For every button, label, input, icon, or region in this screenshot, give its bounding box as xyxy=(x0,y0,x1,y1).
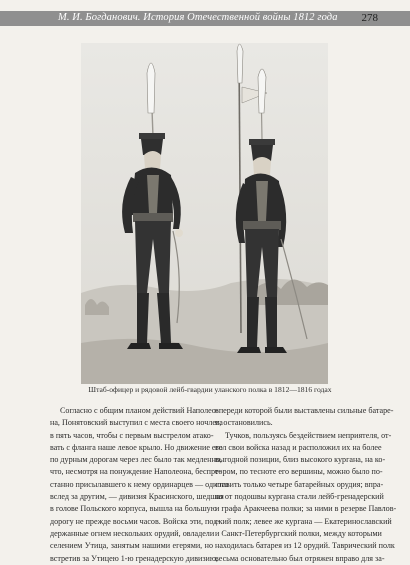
text-line: в голове Польского корпуса, вышла на большую xyxy=(50,504,217,514)
text-line: дорогу не прежде восьми часов. Войска эти, под- xyxy=(50,516,220,526)
text-line: в пять часов, чтобы с первым выстрелом атако- xyxy=(50,430,214,440)
text-line: и, остановились. xyxy=(215,418,273,428)
header-author: М. И. Богданович. xyxy=(58,12,141,23)
text-line: впереди которой были выставлены сильные батаре- xyxy=(215,406,394,415)
text-line: вел свои войска назад и расположил их на более xyxy=(215,442,382,452)
lancers-engraving xyxy=(81,43,328,384)
running-header-title xyxy=(58,12,338,23)
text-line: держанные огнем нескольких орудий, овладели xyxy=(50,528,215,538)
text-line: Согласно с общим планом действий Наполео- xyxy=(60,406,219,415)
text-line: по дурным дорогам через лес было так медленно, xyxy=(50,455,222,465)
page-number: 278 xyxy=(361,12,378,24)
running-header-bar xyxy=(0,11,410,26)
text-line: Тучков, пользуясь бездействием неприятеля, от- xyxy=(225,430,392,440)
text-line: весьма основательно был отряжен вправо для за- xyxy=(215,553,385,563)
lancer-illustration xyxy=(81,43,328,384)
text-line: на, Понятовский выступил с места своего ночлега xyxy=(50,418,223,428)
text-line: ский полк; левее же кургана — Екатеринославский xyxy=(215,516,392,526)
text-column-left xyxy=(50,405,229,565)
text-line: вслед за другим, — дивизия Красинского, шедшая xyxy=(50,492,224,502)
text-line: что, несмотря на понуждение Наполеона, беспре- xyxy=(50,467,222,477)
text-line: во от подошвы кургана стали лейб-гренадерский xyxy=(215,492,384,502)
text-line: тором, по тесноте его вершины, можно было по- xyxy=(215,467,383,477)
text-line: и графа Аракчеева полки; за ними в резерве Павлов- xyxy=(215,504,397,514)
text-line: селением Утица, занятым нашими егерями, но xyxy=(50,541,213,551)
text-line: выгодной позиции, близ высокого кургана, на ко- xyxy=(215,455,386,465)
text-line: вать с фланга наше левое крыло. Но движение его xyxy=(50,442,223,452)
text-line: и Санкт-Петербургский полки, между которыми xyxy=(215,528,382,538)
text-line: встретив за Утицею 1-ю гренадерскую дивизию, xyxy=(50,553,218,563)
illustration-caption: Штаб-офицер и рядовой лейб-гвардии уланского полка в 1812—1816 годах xyxy=(88,385,332,394)
header-book-title: История Отечественной войны 1812 года xyxy=(143,12,338,23)
text-line: станно присылавшего к нему ординарцев — одного xyxy=(50,479,229,489)
text-column-right xyxy=(215,405,397,565)
text-line: находилась батарея из 12 орудий. Таврический полк xyxy=(215,541,395,551)
text-line: ставить только четыре батарейных орудия; впра- xyxy=(215,479,384,489)
